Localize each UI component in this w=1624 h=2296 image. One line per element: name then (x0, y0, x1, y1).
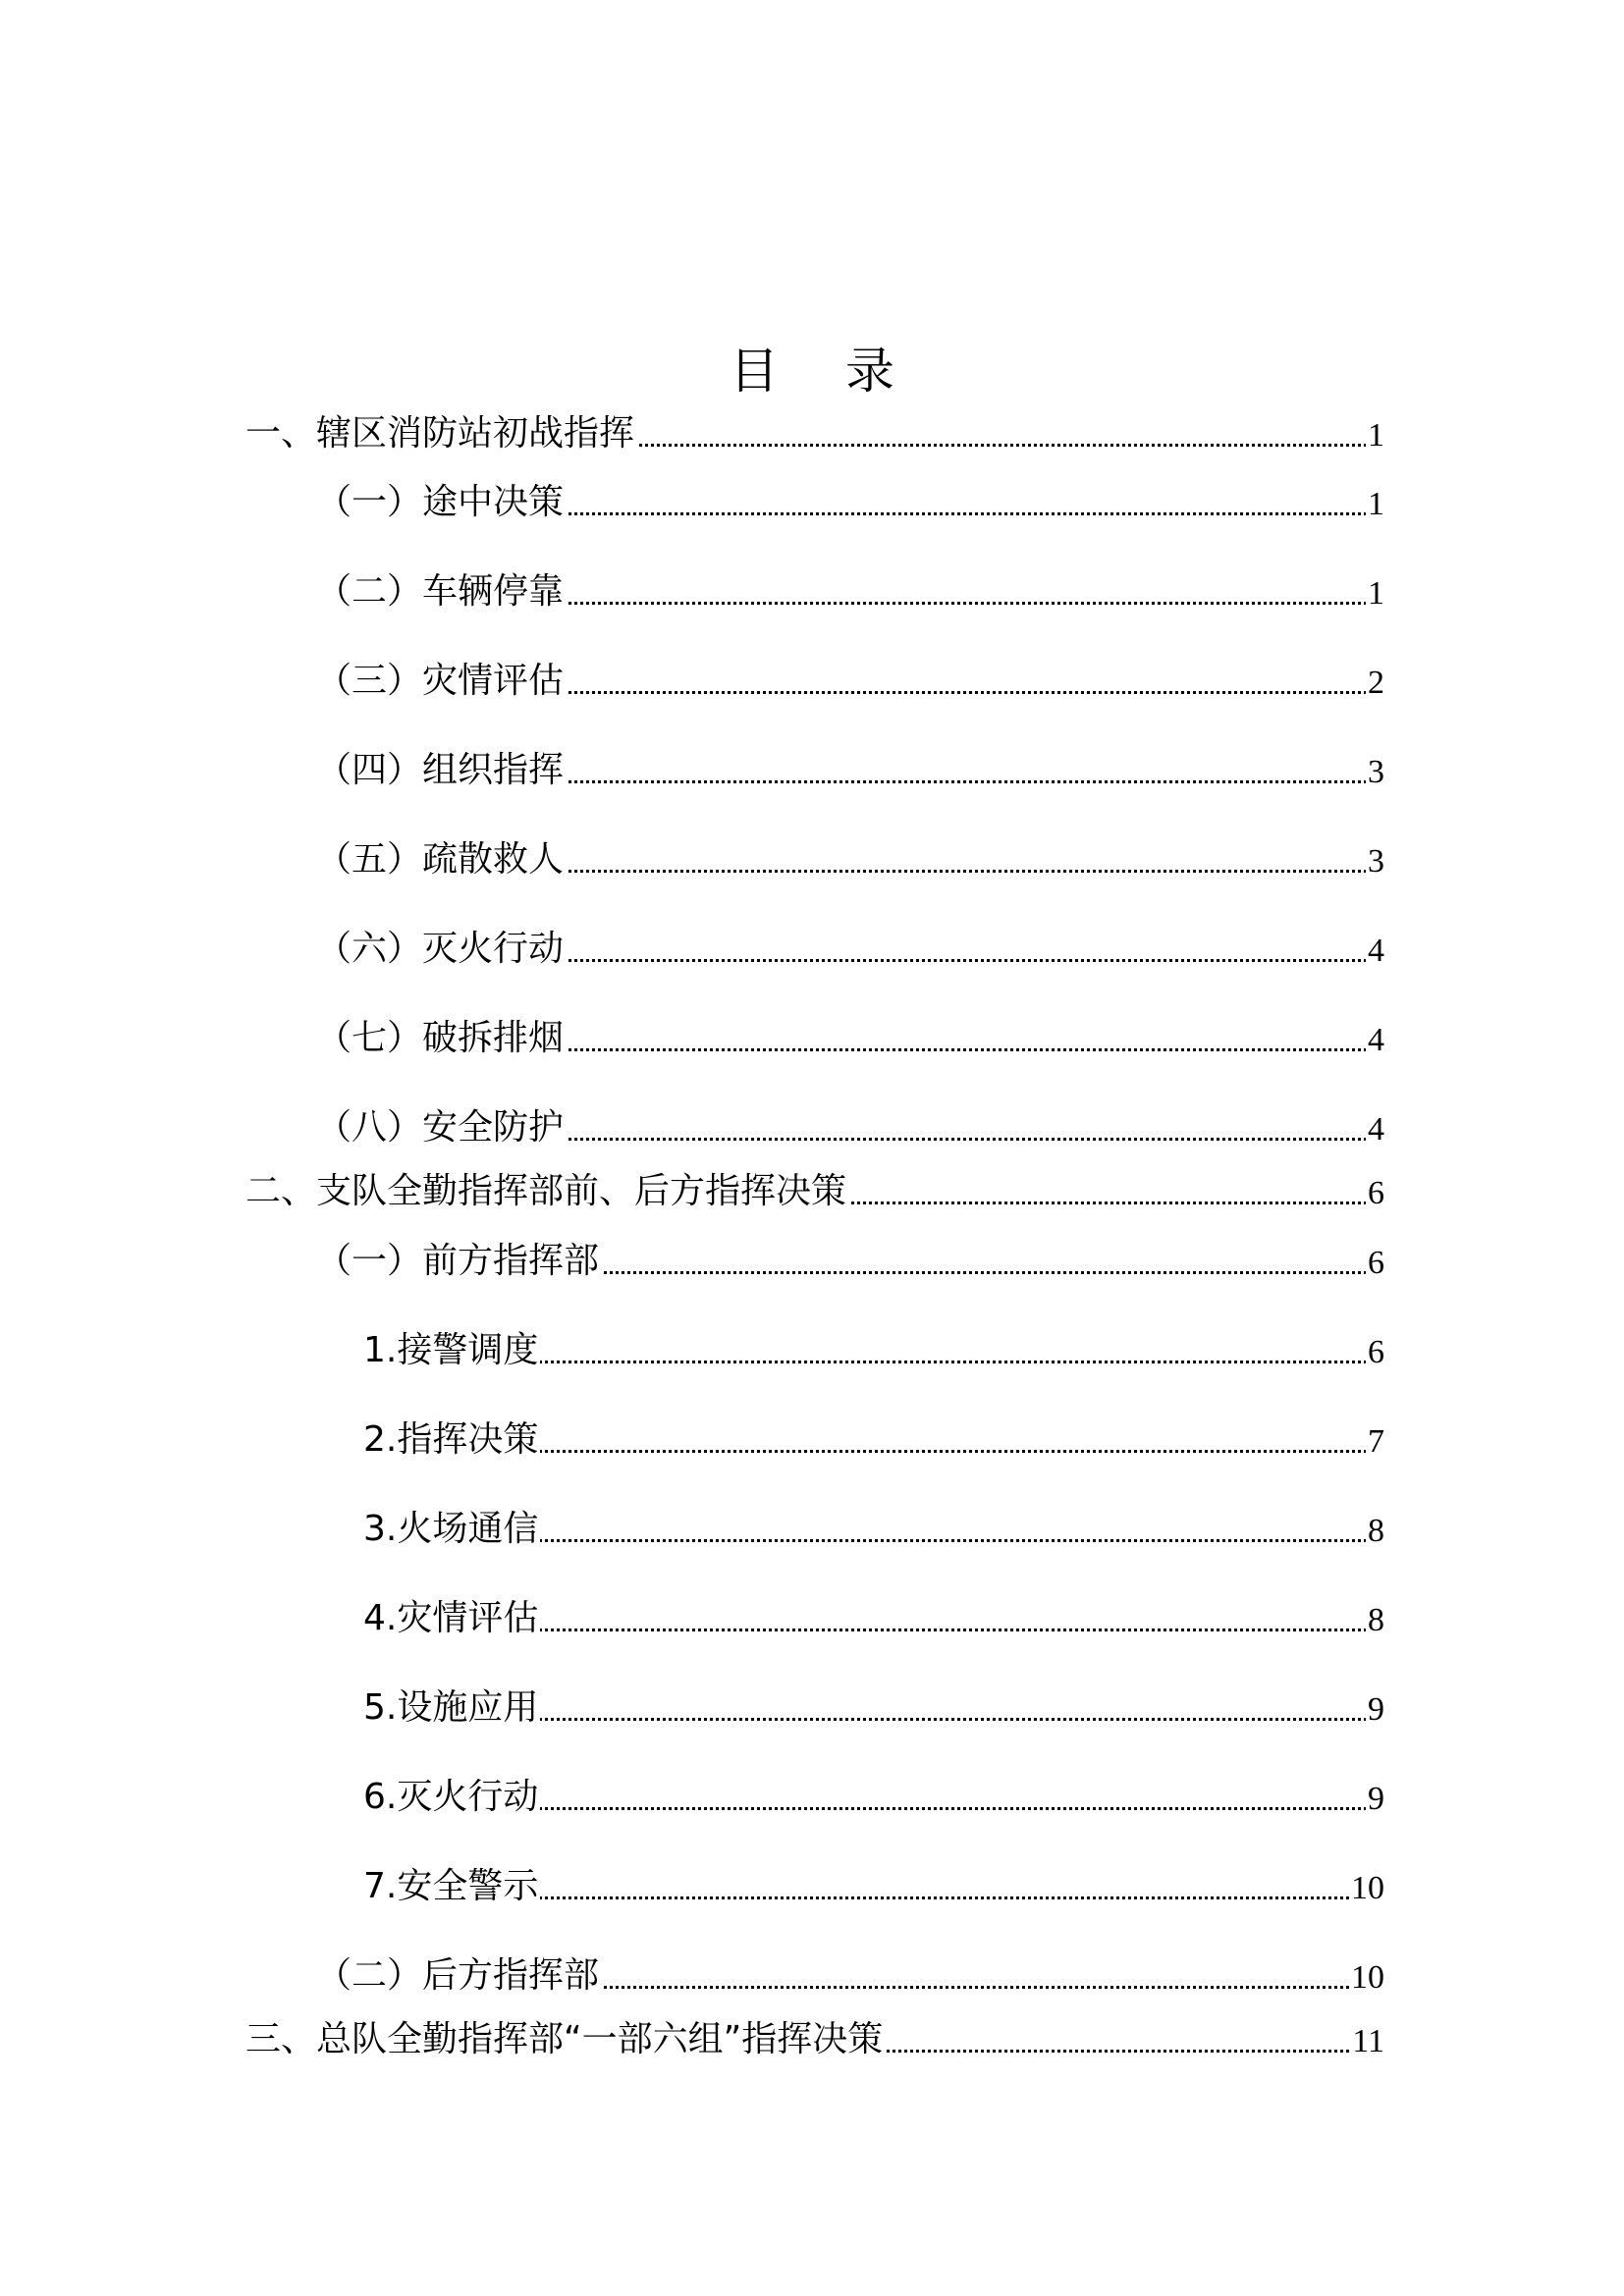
toc-entry-level1[interactable] (0, 2010, 1624, 2069)
toc-entry-text: 2.指挥决策 (363, 1419, 539, 1460)
toc-entry-text: （一）前方指挥部 (316, 1241, 600, 1281)
toc-entry-text: （二）后方指挥部 (316, 1955, 600, 1996)
toc-entry-text: （二）车辆停靠 (316, 571, 565, 612)
toc-entry-level3[interactable] (0, 1411, 1624, 1469)
toc-entry-text: 5.设施应用 (363, 1687, 539, 1728)
toc-page-number: 8 (1368, 1513, 1384, 1549)
toc-entry-level1[interactable] (0, 1162, 1624, 1221)
toc-page-number: 10 (1351, 1959, 1384, 1996)
toc-entry-text: 一、辖区消防站初战指挥 (245, 413, 635, 454)
toc-page-number: 7 (1368, 1423, 1384, 1460)
toc-entry-text: （七）破拆排烟 (316, 1018, 565, 1058)
toc-page-number: 6 (1368, 1175, 1384, 1211)
toc-entry-text: （四）组织指挥 (316, 750, 565, 790)
toc-page-number: 1 (1368, 575, 1384, 612)
toc-entry-text: （三）灾情评估 (316, 661, 565, 701)
toc-page-number: 4 (1368, 1111, 1384, 1148)
toc-entry-level2[interactable] (0, 562, 1624, 621)
toc-page-number: 2 (1368, 665, 1384, 701)
toc-page-number: 3 (1368, 843, 1384, 880)
toc-entry-level2[interactable] (0, 1098, 1624, 1157)
toc-title: 目 录 (730, 343, 920, 400)
toc-entry-level3[interactable] (0, 1321, 1624, 1380)
toc-entry-level2[interactable] (0, 1232, 1624, 1291)
toc-page-number: 6 (1368, 1245, 1384, 1281)
toc-entry-text: （八）安全防护 (316, 1107, 565, 1148)
toc-entry-level2[interactable] (0, 1009, 1624, 1068)
toc-page-number: 10 (1351, 1870, 1384, 1906)
toc-entry-level3[interactable] (0, 1679, 1624, 1737)
toc-entry-text: 7.安全警示 (363, 1866, 539, 1906)
toc-page-number: 6 (1368, 1334, 1384, 1370)
toc-entry-level3[interactable] (0, 1500, 1624, 1559)
toc-entry-level3[interactable] (0, 1768, 1624, 1827)
toc-entry-level2[interactable] (0, 920, 1624, 979)
toc-entry-level2[interactable] (0, 473, 1624, 532)
toc-entry-text: 1.接警调度 (363, 1330, 539, 1370)
toc-entry-text: 6.灭火行动 (363, 1777, 539, 1817)
toc-page-number: 1 (1368, 417, 1384, 454)
toc-page-number: 3 (1368, 754, 1384, 790)
toc-page-number: 4 (1368, 1022, 1384, 1058)
toc-page-number: 9 (1368, 1781, 1384, 1817)
toc-entry-level1[interactable] (0, 404, 1624, 463)
toc-entry-text: 二、支队全勤指挥部前、后方指挥决策 (245, 1171, 847, 1211)
toc-entry-level2[interactable] (0, 1947, 1624, 2005)
toc-entry-level3[interactable] (0, 1857, 1624, 1916)
toc-page-number: 11 (1352, 2023, 1384, 2059)
toc-entry-level2[interactable] (0, 830, 1624, 889)
toc-entry-text: （五）疏散救人 (316, 839, 565, 880)
toc-entry-text: （六）灭火行动 (316, 929, 565, 969)
toc-entry-text: 4.灾情评估 (363, 1598, 539, 1638)
toc-entry-level2[interactable] (0, 741, 1624, 800)
toc-entry-text: 3.火场通信 (363, 1509, 539, 1549)
toc-entry-level2[interactable] (0, 652, 1624, 711)
toc-page-number: 8 (1368, 1602, 1384, 1638)
toc-page-number: 4 (1368, 933, 1384, 969)
toc-entry-text: （一）途中决策 (316, 482, 565, 522)
toc-page-number: 9 (1368, 1691, 1384, 1728)
toc-entry-text: 三、总队全勤指挥部“一部六组”指挥决策 (245, 2019, 884, 2059)
toc-entry-level3[interactable] (0, 1589, 1624, 1648)
toc-page-number: 1 (1368, 486, 1384, 522)
